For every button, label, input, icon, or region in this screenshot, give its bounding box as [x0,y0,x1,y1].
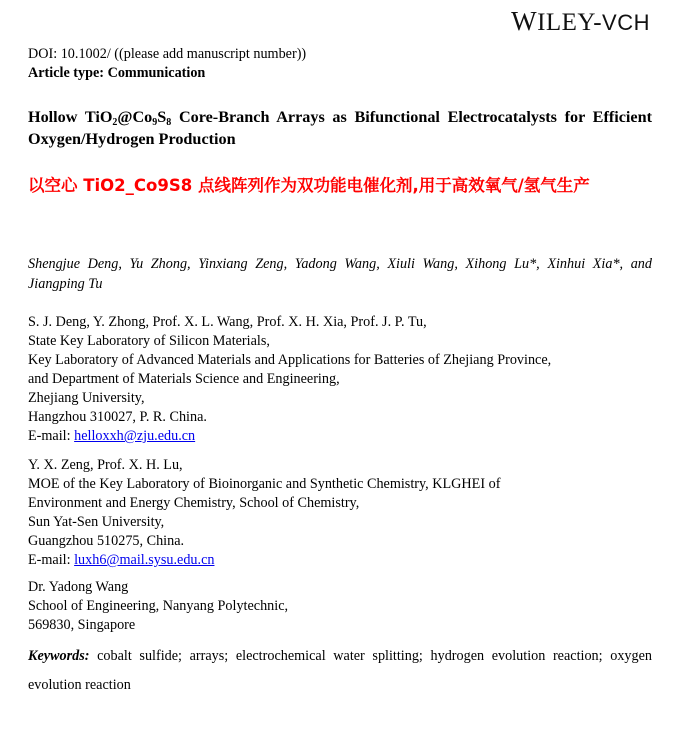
title-part-2: @Co [117,108,153,126]
title-sub-3: 8 [166,117,172,128]
affiliation-nyp [28,578,652,635]
logo-vch: VCH [602,10,650,35]
email-link-sysu[interactable]: luxh6@mail.sysu.edu.cn [74,552,215,568]
title-part-1: Hollow TiO [28,108,113,126]
affiliation-line: Hangzhou 310027, P. R. China. [28,409,207,425]
keywords [28,642,652,700]
affiliation-line: Dr. Yadong Wang [28,579,129,595]
article-type: Article type: Communication [28,65,206,81]
affiliation-line: Key Laboratory of Advanced Materials and Applications for Batteries of Zhejiang Province, [28,352,552,368]
affiliation-line: Environment and Energy Chemistry, School of Chemistry, [28,495,360,511]
affiliation-line: Y. X. Zeng, Prof. X. H. Lu, [28,457,183,473]
email-label: E-mail: [28,428,75,444]
doi-line: DOI: 10.1002/ ((please add manuscript number)) [28,46,307,62]
title-sub-2: 9 [152,117,158,128]
logo-iley: ILEY- [537,9,603,36]
affiliation-line: Guangzhou 510275, China. [28,533,185,549]
affiliation-line: MOE of the Key Laboratory of Bioinorganic and Synthetic Chemistry, KLGHEI of [28,476,501,492]
affiliation-line: and Department of Materials Science and Engineering, [28,371,340,387]
affiliation-sysu [28,456,652,570]
title-sub-1: 2 [112,117,118,128]
title-part-4: Core-Branch Arrays as Bifunctional Electrocatalysts for Efficient Oxygen/Hydrogen Production [28,108,652,148]
affiliation-line: State Key Laboratory of Silicon Materials, [28,333,270,349]
affiliation-line: Zhejiang University, [28,390,145,406]
article-title [28,106,652,150]
author-list: Shengjue Deng, Yu Zhong, Yinxiang Zeng, Yadong Wang, Xiuli Wang, Xihong Lu*, Xinhui Xia*, and Jiangping Tu [28,256,652,292]
email-line [28,551,652,570]
email-label: E-mail: [28,552,75,568]
email-link-zju[interactable]: helloxxh@zju.edu.cn [74,428,196,444]
chinese-title: 以空心 TiO2_Co9S8 点线阵列作为双功能电催化剂,用于高效氧气/氢气生产 [28,176,590,195]
affiliation-line: School of Engineering, Nanyang Polytechnic, [28,598,289,614]
logo-w: W [511,6,538,36]
affiliation-line: S. J. Deng, Y. Zhong, Prof. X. L. Wang, Prof. X. H. Xia, Prof. J. P. Tu, [28,314,427,330]
wiley-vch-logo [511,6,650,37]
keywords-text: cobalt sulfide; arrays; electrochemical water splitting; hydrogen evolution reaction; oxygen evolution reaction [28,648,652,693]
affiliation-line: 569830, Singapore [28,617,136,633]
email-line [28,427,652,446]
affiliation-line: Sun Yat-Sen University, [28,514,165,530]
affiliation-zju [28,313,652,446]
title-part-3: S [157,108,167,126]
article-meta [28,45,652,83]
keywords-label: Keywords: [28,648,90,664]
